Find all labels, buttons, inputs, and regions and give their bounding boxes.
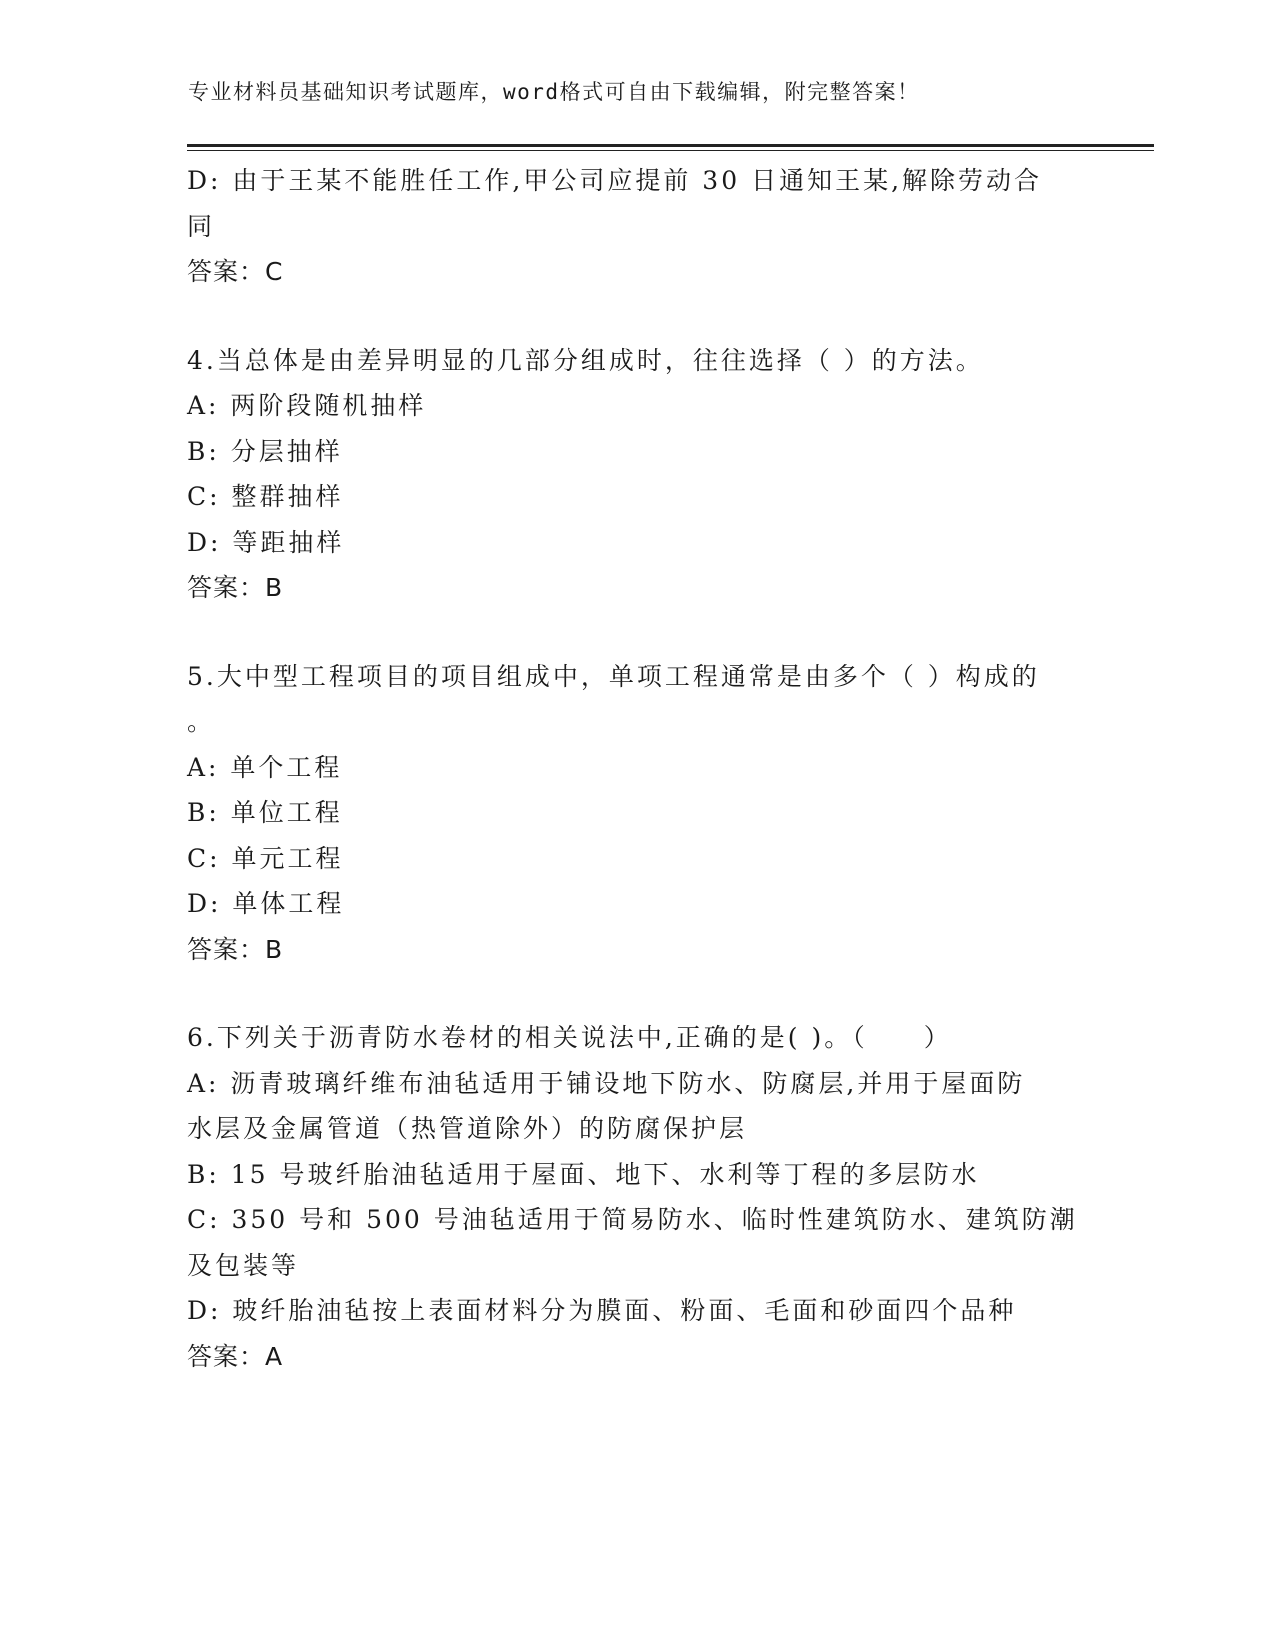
page-header: 专业材料员基础知识考试题库，word格式可自由下载编辑，附完整答案！ bbox=[188, 80, 920, 104]
option-b: B: 15 号玻纤胎油毡适用于屋面、地下、水利等丁程的多层防水 bbox=[187, 1159, 980, 1189]
option-b: B: 分层抽样 bbox=[187, 436, 343, 466]
question-stem: 4.当总体是由差异明显的几部分组成时，往往选择（ ）的方法。 bbox=[187, 345, 984, 375]
option-c: C: 单元工程 bbox=[187, 843, 344, 873]
question-line: D: 由于王某不能胜任工作,甲公司应提前 30 日通知王某,解除劳动合 bbox=[187, 166, 1043, 195]
option-c: C: 整群抽样 bbox=[187, 482, 344, 511]
block-gap bbox=[187, 972, 1087, 1015]
block-gap bbox=[187, 611, 1087, 654]
option-d: D: 等距抽样 bbox=[187, 527, 345, 557]
question-block bbox=[187, 158, 1087, 295]
option-a: A: 沥青玻璃纤维布油毡适用于铺设地下防水、防腐层,并用于屋面防 bbox=[187, 1068, 1026, 1098]
option-a-continued: 水层及金属管道（热管道除外）的防腐保护层 bbox=[187, 1114, 748, 1143]
option-a: A: 单个工程 bbox=[187, 752, 343, 782]
question-block bbox=[187, 1015, 1087, 1379]
question-stem: 5.大中型工程项目的项目组成中，单项工程通常是由多个（ ）构成的 bbox=[187, 661, 1040, 691]
answer-line: 答案：B bbox=[187, 934, 284, 964]
question-list bbox=[187, 158, 1087, 1379]
answer-line: 答案：C bbox=[187, 257, 284, 286]
question-block bbox=[187, 338, 1087, 611]
header-rule-thin bbox=[187, 150, 1154, 151]
option-d: D: 玻纤胎油毡按上表面材料分为膜面、粉面、毛面和砂面四个品种 bbox=[187, 1296, 1017, 1325]
option-c: C: 350 号和 500 号油毡适用于简易防水、临时性建筑防水、建筑防潮 bbox=[187, 1205, 1078, 1234]
block-gap bbox=[187, 295, 1087, 338]
answer-line: 答案：A bbox=[187, 1341, 284, 1371]
question-line: 同 bbox=[187, 211, 216, 241]
question-stem: 6.下列关于沥青防水卷材的相关说法中,正确的是( )。（ ） bbox=[187, 1023, 952, 1052]
question-block bbox=[187, 654, 1087, 973]
option-b: B: 单位工程 bbox=[187, 798, 343, 827]
question-stem-continued: 。 bbox=[187, 707, 216, 736]
option-a: A: 两阶段随机抽样 bbox=[187, 391, 427, 420]
answer-line: 答案：B bbox=[187, 573, 284, 602]
option-c-continued: 及包装等 bbox=[187, 1250, 300, 1280]
header-rule-thick bbox=[187, 144, 1154, 147]
option-d: D: 单体工程 bbox=[187, 889, 345, 918]
